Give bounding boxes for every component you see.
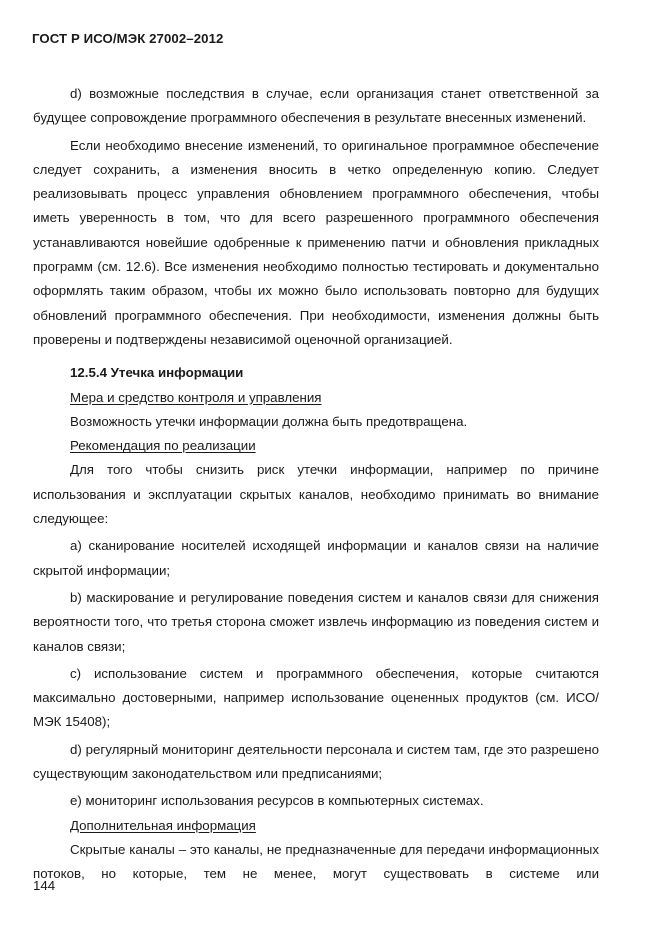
list-item-e: e) мониторинг использования ресурсов в компьютерных системах.: [70, 793, 484, 809]
list-item-c: c) использование систем и программного обеспечения, которые считаются максимально достоверными, например использование оцененных продуктов (см. ИСО/МЭК 15408);: [33, 665, 599, 730]
list-item-b: b) маскирование и регулирование поведения систем и каналов связи для снижения вероятности того, что третья сторона сможет извлечь информацию из поведения систем и каналов связи;: [33, 589, 599, 654]
guidance-text: Для того чтобы снизить риск утечки информации, например по причине использования и эксплуатации скрытых каналов, необходимо принимать во внимание следующее:: [33, 462, 599, 527]
document-header: ГОСТ Р ИСО/МЭК 27002–2012: [32, 31, 224, 46]
paragraph-change-management: Если необходимо внесение изменений, то оригинальное программное обеспечение следует сохранить, а изменения вносить в четко определенную копию. Следует реализовывать процесс управления обновлением программного обеспечения, чтобы иметь уверенность в том, что для всего разрешенного программного обеспечения устанавливаются новейшие одобренные к применению патчи и обновления прикладных программ (см. 12.6). Все изменения необходимо полностью тестировать и документально оформлять таким образом, чтобы их можно было использовать повторно для будущих обновлений программного обеспечения. При необходимости, изменения должны быть проверены и подтверждены независимой оценочной организацией.: [33, 137, 599, 347]
control-text: Возможность утечки информации должна быть предотвращена.: [70, 413, 468, 429]
paragraph-item-d-consequences: d) возможные последствия в случае, если организация станет ответственной за будущее сопровождение программного обеспечения в результате внесенных изменений.: [33, 86, 599, 126]
additional-info-heading: Дополнительная информация: [70, 817, 256, 833]
page-number: 144: [33, 878, 56, 893]
guidance-heading: Рекомендация по реализации: [70, 438, 256, 454]
list-item-a: a) сканирование носителей исходящей информации и каналов связи на наличие скрытой информации;: [33, 538, 599, 578]
list-item-d: d) регулярный мониторинг деятельности персонала и систем там, где это разрешено существующим законодательством или предписаниями;: [33, 741, 599, 782]
additional-info-text: Скрытые каналы – это каналы, не предназначенные для передачи информационных потоков, но которые, тем не менее, могут существовать в системе или: [33, 841, 599, 882]
control-heading: Мера и средство контроля и управления: [70, 389, 322, 405]
section-title: 12.5.4 Утечка информации: [70, 365, 244, 381]
page-content: [33, 82, 599, 887]
